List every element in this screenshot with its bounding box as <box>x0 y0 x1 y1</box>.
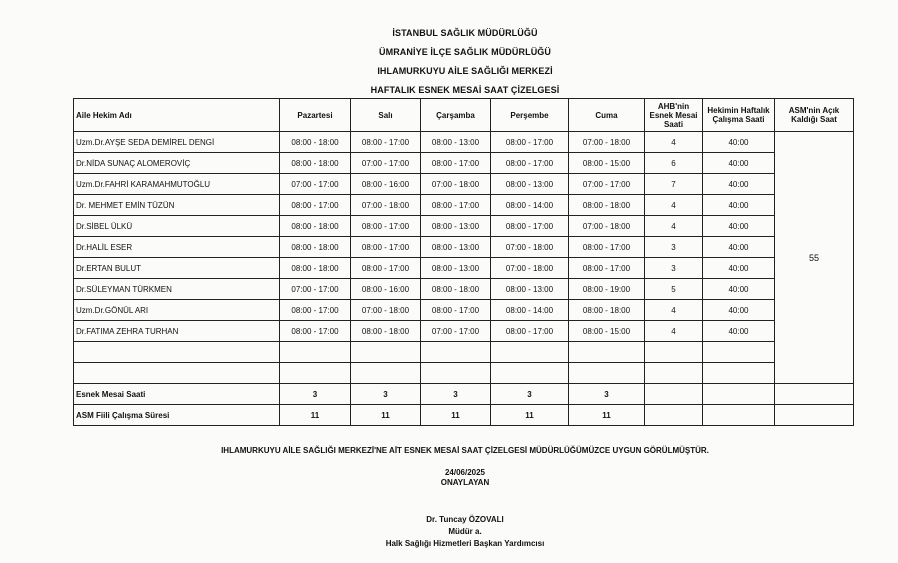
hours-cell: 08:00 - 16:00 <box>351 279 421 300</box>
hours-cell: 07:00 - 17:00 <box>280 279 351 300</box>
flex-hours-cell: 4 <box>645 321 703 342</box>
hours-cell: 08:00 - 13:00 <box>491 279 569 300</box>
weekly-hours-cell: 40:00 <box>703 321 775 342</box>
hours-cell: 08:00 - 13:00 <box>491 174 569 195</box>
hours-cell: 08:00 - 18:00 <box>280 258 351 279</box>
hours-cell: 08:00 - 17:00 <box>351 132 421 153</box>
hours-cell: 08:00 - 18:00 <box>569 195 645 216</box>
column-header: AHB'nin Esnek Mesai Saati <box>645 99 703 132</box>
doctor-name: Uzm.Dr.GÖNÜL ARI <box>74 300 280 321</box>
approval-status: ONAYLAYAN <box>440 478 490 487</box>
hours-cell: 08:00 - 18:00 <box>351 321 421 342</box>
table-row <box>74 195 854 216</box>
table-row <box>74 237 854 258</box>
summary-value: 11 <box>491 405 569 426</box>
hours-cell: 08:00 - 17:00 <box>421 195 491 216</box>
hours-cell: 08:00 - 17:00 <box>569 258 645 279</box>
summary-value: 3 <box>280 384 351 405</box>
summary-value: 11 <box>569 405 645 426</box>
summary-label: ASM Fiili Çalışma Süresi <box>74 405 280 426</box>
weekly-hours-cell: 40:00 <box>703 258 775 279</box>
column-header: Perşembe <box>491 99 569 132</box>
asm-open-hours: 55 <box>775 132 854 384</box>
empty-row <box>74 342 854 363</box>
flex-hours-cell: 6 <box>645 153 703 174</box>
hours-cell: 08:00 - 14:00 <box>491 195 569 216</box>
hours-cell: 08:00 - 17:00 <box>351 216 421 237</box>
doctor-name: Dr.NİDA SUNAÇ ALOMEROVİÇ <box>74 153 280 174</box>
doctor-name: Dr.HALİL ESER <box>74 237 280 258</box>
approval-block <box>0 468 898 488</box>
hours-cell: 07:00 - 17:00 <box>280 174 351 195</box>
column-header: Aile Hekim Adı <box>74 99 280 132</box>
column-header: Salı <box>351 99 421 132</box>
table-row <box>74 321 854 342</box>
hours-cell: 08:00 - 17:00 <box>491 132 569 153</box>
hours-cell: 08:00 - 17:00 <box>421 300 491 321</box>
doctor-name: Dr.ERTAN BULUT <box>74 258 280 279</box>
hours-cell: 07:00 - 17:00 <box>569 174 645 195</box>
hours-cell: 08:00 - 17:00 <box>491 216 569 237</box>
hours-cell: 08:00 - 17:00 <box>280 195 351 216</box>
doctor-name: Uzm.Dr.AYŞE SEDA DEMİREL DENGİ <box>74 132 280 153</box>
hours-cell: 08:00 - 17:00 <box>351 237 421 258</box>
approval-statement: IHLAMURKUYU AİLE SAĞLIĞI MERKEZİ'NE AİT ESNEK MESAİ SAAT ÇİZELGESİ MÜDÜRLÜĞÜMÜZCE UYGUN GÖRÜLMÜŞTÜR. <box>221 446 709 455</box>
flex-hours-cell: 7 <box>645 174 703 195</box>
weekly-hours-cell: 40:00 <box>703 237 775 258</box>
summary-value: 3 <box>491 384 569 405</box>
doctor-name: Uzm.Dr.FAHRİ KARAMAHMUTOĞLU <box>74 174 280 195</box>
empty-row <box>74 363 854 384</box>
hours-cell: 08:00 - 17:00 <box>351 258 421 279</box>
hours-cell: 08:00 - 18:00 <box>280 237 351 258</box>
flex-hours-cell: 4 <box>645 195 703 216</box>
table-row <box>74 216 854 237</box>
hours-cell: 08:00 - 17:00 <box>569 237 645 258</box>
weekly-hours-cell: 40:00 <box>703 174 775 195</box>
flex-hours-summary-row <box>74 384 854 405</box>
column-header: Cuma <box>569 99 645 132</box>
signer-title: Müdür a. <box>448 527 482 536</box>
table-row <box>74 132 854 153</box>
hours-cell: 08:00 - 18:00 <box>280 132 351 153</box>
doctor-name: Dr.SİBEL ÜLKÜ <box>74 216 280 237</box>
column-header: Hekimin Haftalık Çalışma Saati <box>703 99 775 132</box>
flex-hours-cell: 4 <box>645 132 703 153</box>
hours-cell: 08:00 - 17:00 <box>280 321 351 342</box>
weekly-hours-cell: 40:00 <box>703 216 775 237</box>
approval-date: 24/06/2025 <box>444 468 486 477</box>
hours-cell: 07:00 - 18:00 <box>421 174 491 195</box>
hours-cell: 08:00 - 15:00 <box>569 321 645 342</box>
flex-hours-cell: 3 <box>645 237 703 258</box>
flex-hours-cell: 5 <box>645 279 703 300</box>
weekly-hours-cell: 40:00 <box>703 153 775 174</box>
hours-cell: 08:00 - 13:00 <box>421 216 491 237</box>
hours-cell: 07:00 - 18:00 <box>351 195 421 216</box>
hours-cell: 07:00 - 18:00 <box>351 300 421 321</box>
schedule-table <box>73 98 854 426</box>
summary-value: 11 <box>421 405 491 426</box>
header-line-3: IHLAMURKUYU AİLE SAĞLIĞI MERKEZİ <box>377 66 553 76</box>
signer-name: Dr. Tuncay ÖZOVALI <box>426 515 504 524</box>
table-row <box>74 300 854 321</box>
doctor-name: Dr. MEHMET EMİN TÜZÜN <box>74 195 280 216</box>
hours-cell: 08:00 - 18:00 <box>280 216 351 237</box>
table-row <box>74 153 854 174</box>
header-line-2: ÜMRANİYE İLÇE SAĞLIK MÜDÜRLÜĞÜ <box>379 47 551 57</box>
summary-value: 3 <box>351 384 421 405</box>
header-line-1: İSTANBUL SAĞLIK MÜDÜRLÜĞÜ <box>392 28 538 38</box>
summary-label: Esnek Mesai Saati <box>74 384 280 405</box>
hours-cell: 08:00 - 18:00 <box>280 153 351 174</box>
summary-value: 3 <box>569 384 645 405</box>
document-header <box>0 24 898 100</box>
hours-cell: 08:00 - 18:00 <box>569 300 645 321</box>
hours-cell: 08:00 - 13:00 <box>421 132 491 153</box>
flex-hours-cell: 4 <box>645 300 703 321</box>
weekly-hours-cell: 40:00 <box>703 132 775 153</box>
hours-cell: 07:00 - 18:00 <box>491 258 569 279</box>
column-header: ASM'nin Açık Kaldığı Saat <box>775 99 854 132</box>
hours-cell: 08:00 - 18:00 <box>421 279 491 300</box>
flex-hours-cell: 3 <box>645 258 703 279</box>
doctor-name: Dr.SÜLEYMAN TÜRKMEN <box>74 279 280 300</box>
doctor-name: Dr.FATIMA ZEHRA TURHAN <box>74 321 280 342</box>
weekly-hours-cell: 40:00 <box>703 300 775 321</box>
column-header: Pazartesi <box>280 99 351 132</box>
hours-cell: 08:00 - 19:00 <box>569 279 645 300</box>
hours-cell: 08:00 - 16:00 <box>351 174 421 195</box>
table-header-row <box>74 99 854 132</box>
hours-cell: 08:00 - 13:00 <box>421 258 491 279</box>
actual-work-summary-row <box>74 405 854 426</box>
hours-cell: 08:00 - 17:00 <box>280 300 351 321</box>
hours-cell: 07:00 - 18:00 <box>569 216 645 237</box>
flex-hours-cell: 4 <box>645 216 703 237</box>
hours-cell: 07:00 - 17:00 <box>351 153 421 174</box>
table-row <box>74 258 854 279</box>
hours-cell: 07:00 - 17:00 <box>421 321 491 342</box>
summary-value: 11 <box>351 405 421 426</box>
signer-role: Halk Sağlığı Hizmetleri Başkan Yardımcısı <box>385 539 545 548</box>
hours-cell: 08:00 - 14:00 <box>491 300 569 321</box>
hours-cell: 07:00 - 18:00 <box>491 237 569 258</box>
hours-cell: 08:00 - 15:00 <box>569 153 645 174</box>
hours-cell: 08:00 - 17:00 <box>421 153 491 174</box>
hours-cell: 08:00 - 17:00 <box>491 153 569 174</box>
hours-cell: 07:00 - 18:00 <box>569 132 645 153</box>
hours-cell: 08:00 - 17:00 <box>491 321 569 342</box>
header-line-4: HAFTALIK ESNEK MESAİ SAAT ÇİZELGESİ <box>370 85 560 95</box>
weekly-hours-cell: 40:00 <box>703 279 775 300</box>
hours-cell: 08:00 - 13:00 <box>421 237 491 258</box>
summary-value: 3 <box>421 384 491 405</box>
summary-value: 11 <box>280 405 351 426</box>
signature-block <box>0 514 898 550</box>
column-header: Çarşamba <box>421 99 491 132</box>
table-row <box>74 174 854 195</box>
weekly-hours-cell: 40:00 <box>703 195 775 216</box>
table-row <box>74 279 854 300</box>
